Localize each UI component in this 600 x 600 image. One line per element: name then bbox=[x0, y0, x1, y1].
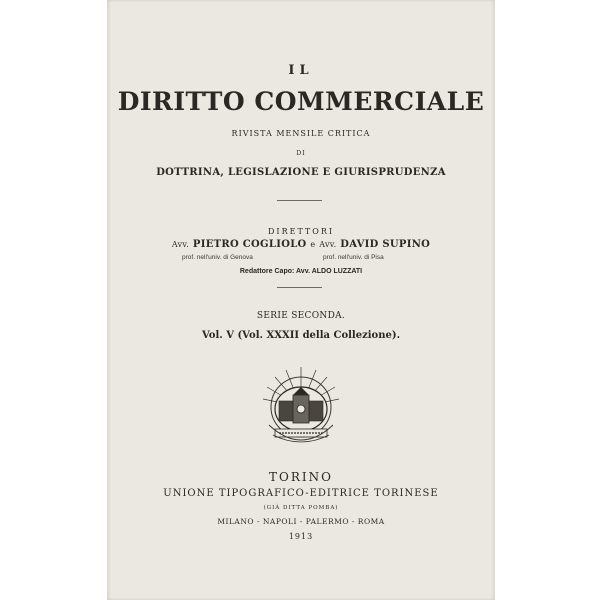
director1-affiliation: prof. nell'univ. di Genova bbox=[182, 254, 253, 261]
subtitle-connector: DI bbox=[296, 150, 306, 157]
director1-name: PIETRO COGLIOLO bbox=[192, 239, 307, 250]
directors-conjunction: e bbox=[310, 240, 316, 249]
divider-rule bbox=[277, 200, 322, 201]
publisher-branches: MILANO - NAPOLI - PALERMO - ROMA bbox=[217, 517, 385, 526]
imprint-city: TORINO bbox=[269, 470, 333, 484]
divider-rule bbox=[277, 287, 322, 288]
directors-heading: DIRETTORI bbox=[268, 227, 334, 236]
volume-label: Vol. V (Vol. XXXII della Collezione). bbox=[201, 330, 401, 341]
title-article: IL bbox=[288, 63, 314, 78]
journal-subtitle: RIVISTA MENSILE CRITICA bbox=[231, 129, 371, 138]
publisher-seal-icon bbox=[253, 365, 349, 455]
publisher-former-name: (GIÀ DITTA POMBA) bbox=[263, 505, 339, 511]
publication-year: 1913 bbox=[288, 532, 314, 541]
journal-topics: DOTTRINA, LEGISLAZIONE E GIURISPRUDENZA bbox=[156, 167, 446, 178]
journal-title: DIRITTO COMMERCIALE bbox=[117, 87, 485, 116]
director2-name: DAVID SUPINO bbox=[340, 239, 431, 250]
publisher-name: UNIONE TIPOGRAFICO-EDITRICE TORINESE bbox=[163, 488, 439, 499]
title-page bbox=[107, 0, 495, 600]
editor-in-chief: Redattore Capo: Avv. ALDO LUZZATI bbox=[239, 268, 363, 275]
directors-line bbox=[107, 239, 495, 250]
series-label: SERIE SECONDA. bbox=[256, 311, 346, 321]
director2-affiliation: prof. nell'univ. di Pisa bbox=[323, 254, 384, 261]
director2-prefix: Avv. bbox=[319, 240, 337, 249]
director1-prefix: Avv. bbox=[171, 240, 190, 249]
